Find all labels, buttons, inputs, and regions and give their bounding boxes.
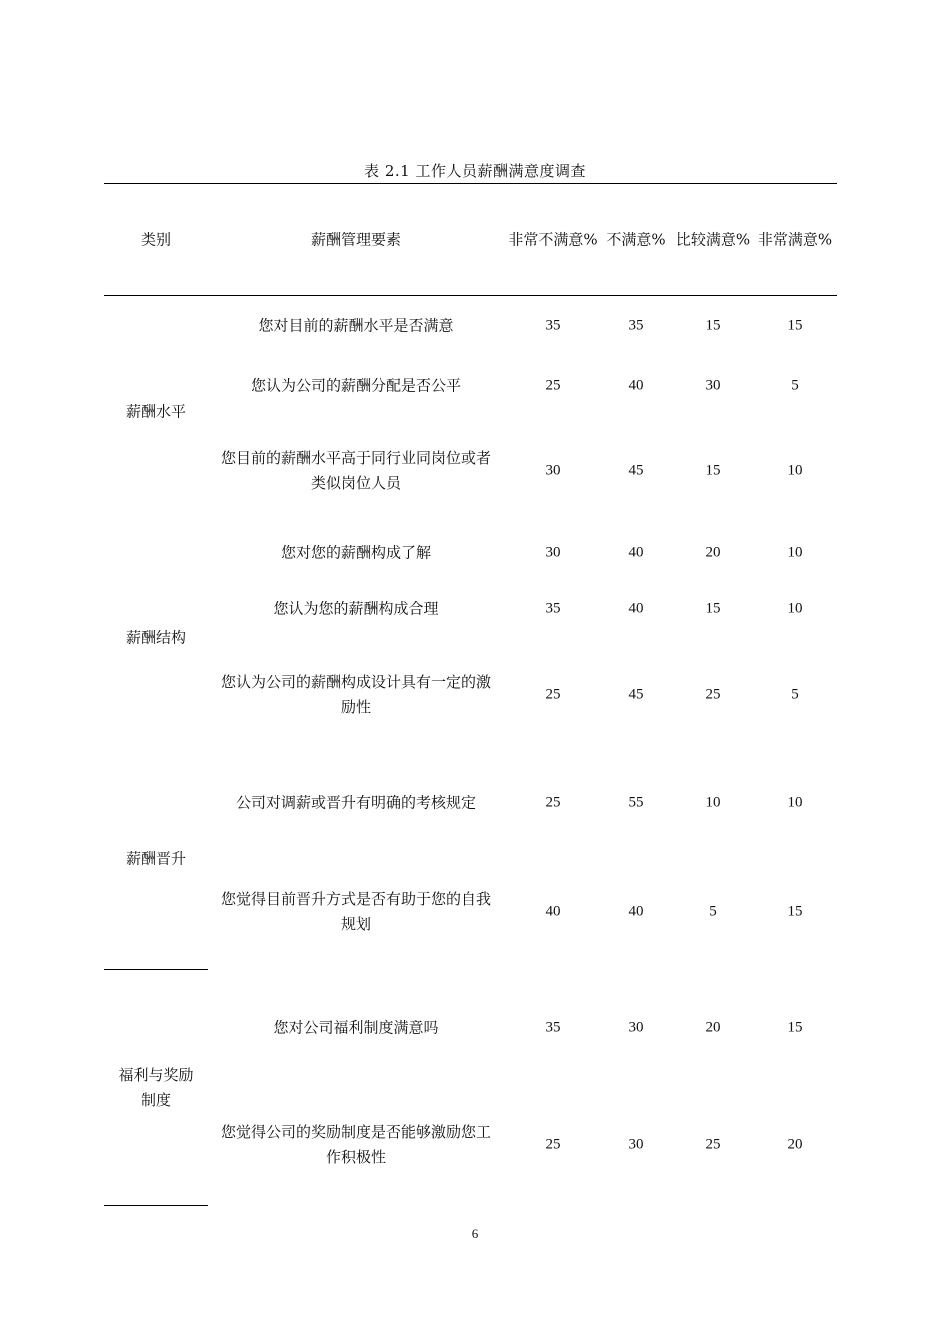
- value-cell: 15: [705, 317, 721, 334]
- category-cell: 薪酬水平: [125, 402, 186, 421]
- value-cell: 40: [628, 600, 644, 617]
- value-cell: 35: [545, 317, 561, 334]
- value-cell: 35: [545, 1019, 561, 1036]
- element-cell: 您对公司福利制度满意吗: [273, 1018, 439, 1037]
- value-cell: 20: [705, 544, 721, 561]
- value-cell: 35: [545, 600, 561, 617]
- value-cell: 25: [705, 686, 721, 703]
- table-caption: 表 2.1 工作人员薪酬满意度调查: [364, 162, 586, 180]
- value-cell: 30: [545, 462, 561, 479]
- element-cell: 您对您的薪酬构成了解: [280, 543, 431, 562]
- element-cell: 您对目前的薪酬水平是否满意: [258, 316, 454, 335]
- page-number: 6: [471, 1226, 479, 1241]
- header-element: 薪酬管理要素: [310, 230, 401, 249]
- header-very-satisfied: 非常满意%: [757, 230, 833, 249]
- header-dissatisfied: 不满意%: [606, 230, 666, 249]
- value-cell: 5: [791, 377, 799, 394]
- header-fairly-satisfied: 比较满意%: [675, 230, 751, 249]
- value-cell: 30: [628, 1019, 644, 1036]
- category-cell: 福利与奖励制度: [118, 1066, 194, 1109]
- element-cell: 您认为您的薪酬构成合理: [273, 599, 439, 618]
- value-cell: 45: [628, 686, 644, 703]
- value-cell: 25: [545, 686, 561, 703]
- value-cell: 10: [787, 794, 803, 811]
- value-cell: 30: [628, 1136, 644, 1153]
- value-cell: 25: [545, 1136, 561, 1153]
- category-cell: 薪酬晋升: [125, 849, 186, 868]
- value-cell: 30: [705, 377, 721, 394]
- element-cell: 您认为公司的薪酬分配是否公平: [250, 376, 461, 395]
- value-cell: 40: [545, 903, 561, 920]
- value-cell: 15: [705, 462, 721, 479]
- value-cell: 15: [787, 903, 803, 920]
- element-cell: 您觉得公司的奖励制度是否能够激励您工作积极性: [220, 1123, 491, 1166]
- table-bottom-rule: [104, 1205, 208, 1206]
- element-cell: 您目前的薪酬水平高于同行业同岗位或者类似岗位人员: [220, 449, 491, 492]
- value-cell: 25: [705, 1136, 721, 1153]
- table-top-rule: [104, 183, 837, 184]
- value-cell: 20: [705, 1019, 721, 1036]
- element-cell: 您认为公司的薪酬构成设计具有一定的激励性: [220, 673, 491, 716]
- value-cell: 10: [787, 544, 803, 561]
- element-cell: 公司对调薪或晋升有明确的考核规定: [235, 793, 476, 812]
- value-cell: 35: [628, 317, 644, 334]
- value-cell: 15: [705, 600, 721, 617]
- value-cell: 10: [787, 600, 803, 617]
- group-separator-rule: [104, 969, 208, 970]
- value-cell: 5: [709, 903, 717, 920]
- value-cell: 10: [705, 794, 721, 811]
- value-cell: 40: [628, 544, 644, 561]
- element-cell: 您觉得目前晋升方式是否有助于您的自我规划: [220, 890, 491, 933]
- category-cell: 薪酬结构: [125, 628, 186, 647]
- value-cell: 55: [628, 794, 644, 811]
- value-cell: 20: [787, 1136, 803, 1153]
- value-cell: 25: [545, 377, 561, 394]
- value-cell: 5: [791, 686, 799, 703]
- value-cell: 40: [628, 903, 644, 920]
- value-cell: 25: [545, 794, 561, 811]
- value-cell: 40: [628, 377, 644, 394]
- value-cell: 30: [545, 544, 561, 561]
- value-cell: 15: [787, 317, 803, 334]
- value-cell: 15: [787, 1019, 803, 1036]
- header-category: 类别: [140, 230, 171, 249]
- header-very-dissatisfied: 非常不满意%: [508, 230, 598, 249]
- table-header-rule: [104, 295, 837, 296]
- value-cell: 10: [787, 462, 803, 479]
- value-cell: 45: [628, 462, 644, 479]
